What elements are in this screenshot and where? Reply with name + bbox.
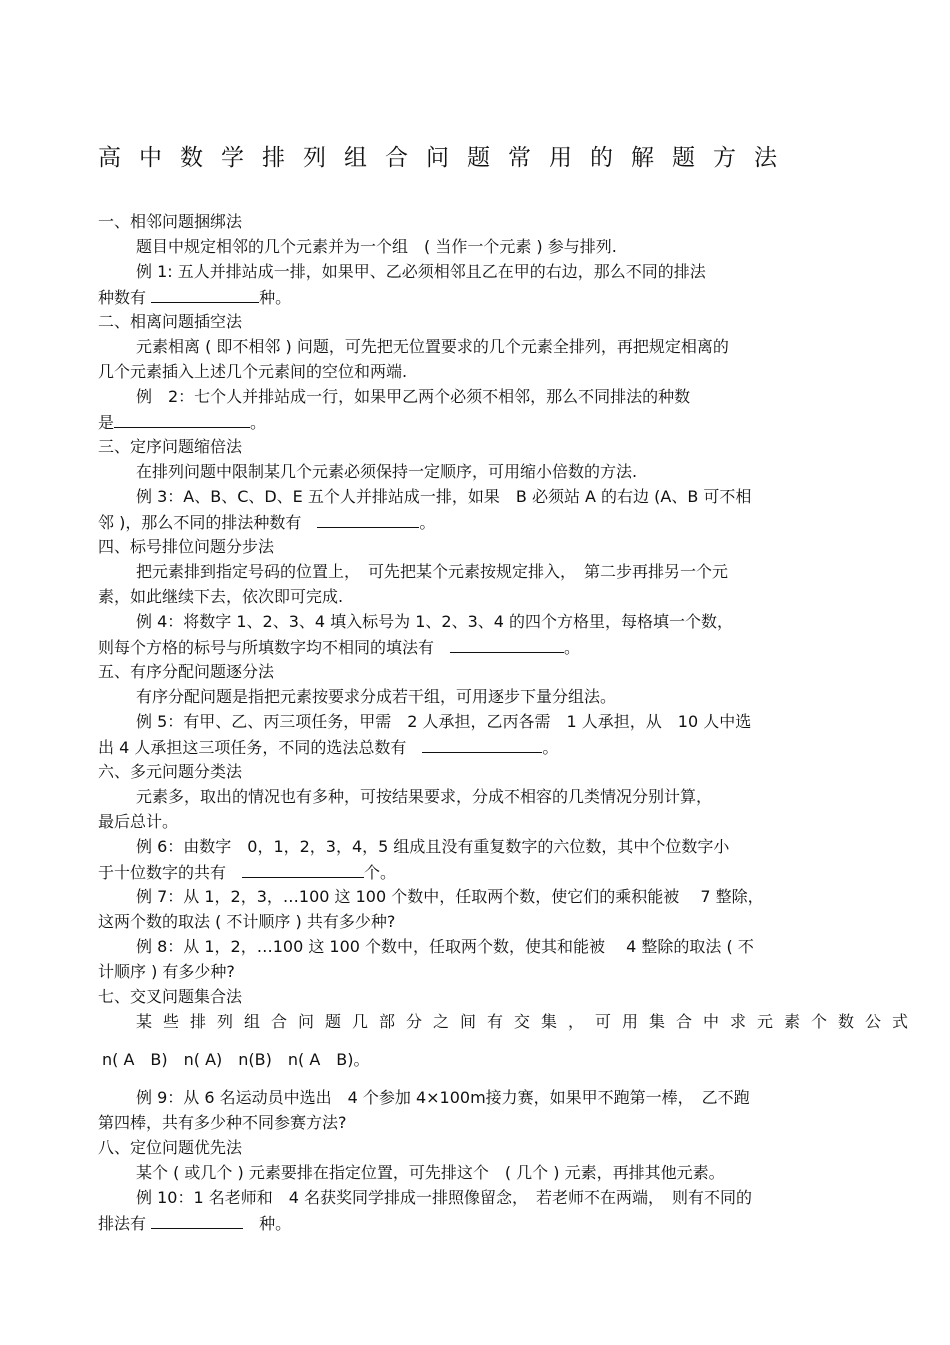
section-6-description-line-1: 元素多，取出的情况也有多种，可按结果要求，分成不相容的几类情况分别计算， — [136, 787, 713, 806]
section-6-description-line-2: 最后总计。 — [98, 812, 179, 831]
example-2-line-1: 例 2：七个人并排站成一行，如果甲乙两个必须不相邻，那么不同排法的种数 — [136, 387, 691, 406]
answer-blank — [151, 1210, 243, 1229]
section-2-description-line-2: 几个元素插入上述几个元素间的空位和两端. — [98, 362, 408, 381]
set-formula: n( A B) n( A) n(B) n( A B)。 — [102, 1050, 370, 1069]
section-4-heading: 四、标号排位问题分步法 — [98, 537, 275, 556]
example-8-line-1: 例 8：从 1，2，…100 这 100 个数中，任取两个数，使其和能被 4 整除的取法 ( 不 — [136, 937, 754, 956]
section-1-description: 题目中规定相邻的几个元素并为一个组 ( 当作一个元素 ) 参与排列. — [136, 237, 617, 256]
section-3-description: 在排列问题中限制某几个元素必须保持一定顺序，可用缩小倍数的方法. — [136, 462, 638, 481]
section-5-heading: 五、有序分配问题逐分法 — [98, 662, 275, 681]
example-8-line-2: 计顺序 ) 有多少种? — [98, 962, 235, 981]
answer-blank — [317, 509, 419, 528]
example-5-line-2: 出 4 人承担这三项任务，不同的选法总数有 。 — [98, 734, 558, 760]
example-9-line-1: 例 9：从 6 名运动员中选出 4 个参加 4×100m接力赛，如果甲不跑第一棒， 乙不跑 — [136, 1088, 750, 1107]
section-8-description: 某个 ( 或几个 ) 元素要排在指定位置，可先排这个 ( 几个 ) 元素，再排其他元素。 — [136, 1163, 725, 1182]
example-1-line-2: 种数有 种。 — [98, 284, 291, 310]
example-9-line-2: 第四棒，共有多少种不同参赛方法? — [98, 1113, 347, 1132]
answer-blank — [151, 284, 259, 303]
example-4-line-2: 则每个方格的标号与所填数字均不相同的填法有 。 — [98, 634, 580, 660]
example-6-line-1: 例 6：由数字 0，1，2，3，4，5 组成且没有重复数字的六位数，其中个位数字小 — [136, 837, 730, 856]
answer-blank — [114, 409, 250, 428]
section-4-description-line-1: 把元素排到指定号码的位置上， 可先把某个元素按规定排入， 第二步再排另一个元 — [136, 562, 729, 581]
section-2-description-line-1: 元素相离 ( 即不相邻 ) 问题，可先把无位置要求的几个元素全排列，再把规定相离的 — [136, 337, 729, 356]
document-title: 高中数学排列组合问题常用的解题方法 — [98, 145, 795, 171]
example-7-line-2: 这两个数的取法 ( 不计顺序 ) 共有多少种? — [98, 912, 396, 931]
section-7-heading: 七、交叉问题集合法 — [98, 987, 243, 1006]
example-3-line-2: 邻 )，那么不同的排法种数有 。 — [98, 509, 435, 535]
section-4-description-line-2: 素，如此继续下去，依次即可完成. — [98, 587, 344, 606]
section-8-heading: 八、定位问题优先法 — [98, 1138, 243, 1157]
example-4-line-1: 例 4：将数字 1、2、3、4 填入标号为 1、2、3、4 的四个方格里，每格填一个数， — [136, 612, 734, 631]
section-6-heading: 六、多元问题分类法 — [98, 762, 243, 781]
example-6-line-2: 于十位数字的共有 个。 — [98, 859, 396, 885]
section-1-heading: 一、相邻问题捆绑法 — [98, 212, 243, 231]
example-7-line-1: 例 7：从 1，2，3，…100 这 100 个数中，任取两个数，使它们的乘积能被 7 整除， — [136, 887, 764, 906]
example-10-line-2: 排法有 种。 — [98, 1210, 291, 1236]
example-2-line-2: 是 。 — [98, 409, 266, 435]
section-3-heading: 三、定序问题缩倍法 — [98, 437, 243, 456]
section-7-description: 某些排列组合问题几部分之间有交集，可用集合中求元素个数公式 — [136, 1012, 920, 1031]
example-10-line-1: 例 10：1 名老师和 4 名获奖同学排成一排照像留念， 若老师不在两端， 则有不同的 — [136, 1188, 752, 1207]
example-5-line-1: 例 5：有甲、乙、丙三项任务，甲需 2 人承担，乙丙各需 1 人承担，从 10 人中选 — [136, 712, 752, 731]
answer-blank — [242, 859, 364, 878]
example-1-line-1: 例 1: 五人并排站成一排，如果甲、乙必须相邻且乙在甲的右边，那么不同的排法 — [136, 262, 706, 281]
section-5-description: 有序分配问题是指把元素按要求分成若干组，可用逐步下量分组法。 — [136, 687, 617, 706]
answer-blank — [422, 734, 542, 753]
example-3-line-1: 例 3：A、B、C、D、E 五个人并排站成一排，如果 B 必须站 A 的右边 (A、B 可不相 — [136, 487, 752, 506]
answer-blank — [450, 634, 564, 653]
section-2-heading: 二、相离问题插空法 — [98, 312, 243, 331]
